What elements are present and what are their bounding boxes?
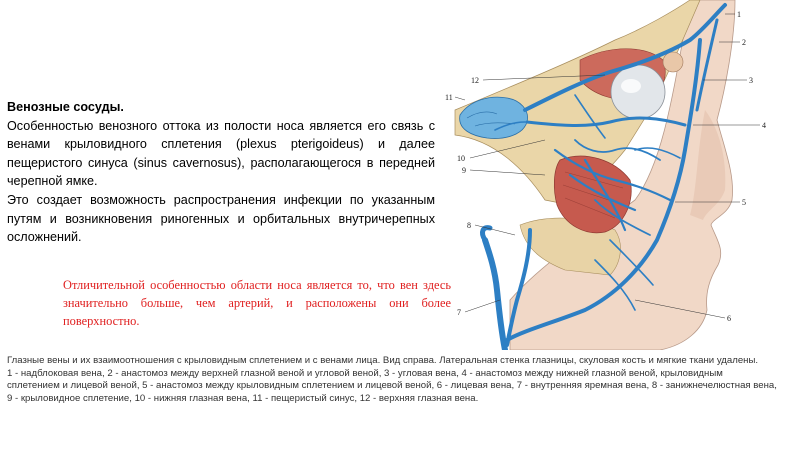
cavernous-sinus xyxy=(460,97,528,138)
paragraph-infection-spread: Это создает возможность распространения инфекции по указанным путям и возникновения риногенных и орбитальных внутричерепных осложнений. xyxy=(7,192,435,245)
lacrimal-gland xyxy=(663,52,683,72)
label-6: 6 xyxy=(727,314,731,323)
label-7: 7 xyxy=(457,308,461,317)
anatomy-illustration xyxy=(435,0,800,350)
label-11: 11 xyxy=(445,93,453,102)
label-5: 5 xyxy=(742,198,746,207)
label-8: 8 xyxy=(467,221,471,230)
figure-caption xyxy=(7,355,777,405)
section-title: Венозные сосуды. xyxy=(7,100,124,114)
caption-description: Глазные вены и их взаимоотношения с крыловидным сплетением и с венами лица. Вид справа. Латеральная стенка глазницы, скуловая кость и мягкие ткани удалены. xyxy=(7,355,759,366)
label-9: 9 xyxy=(462,166,466,175)
highlight-note: Отличительной особенностью области носа является то, что вен здесь значительно больше, чем артерий, и расположены они более поверхностно. xyxy=(63,278,451,328)
main-text-block xyxy=(7,98,435,247)
label-10: 10 xyxy=(457,154,465,163)
internal-jugular-vein xyxy=(485,240,505,350)
eyeball xyxy=(611,65,665,119)
paragraph-venous-outflow: Особенностью венозного оттока из полости носа является его связь с венами крыловидного сплетения (plexus pterigoideus) и далее пещеристого синуса (sinus cavernosus), располагающегося в передней черепной ямке. xyxy=(7,118,435,189)
caption-legend: 1 - надблоковая вена, 2 - анастомоз между верхней глазной веной и угловой веной, 3 - угловая вена, 4 - анастомоз между нижней глазной веной, крыловидным сплетением и лицевой веной, 5 - анастомоз между крыловидным сплетением и лицевой веной, 6 - лицевая вена, 7 - внутренняя яремная вена, 8 - занижнечелюстная вена, 9 - крыловидное сплетение, 10 - нижняя глазная вена, 11 - пещеристый синус, 12 - верхняя глазная вена. xyxy=(7,367,777,404)
label-4: 4 xyxy=(762,121,766,130)
label-2: 2 xyxy=(742,38,746,47)
label-1: 1 xyxy=(737,10,741,19)
label-12: 12 xyxy=(471,76,479,85)
label-3: 3 xyxy=(749,76,753,85)
